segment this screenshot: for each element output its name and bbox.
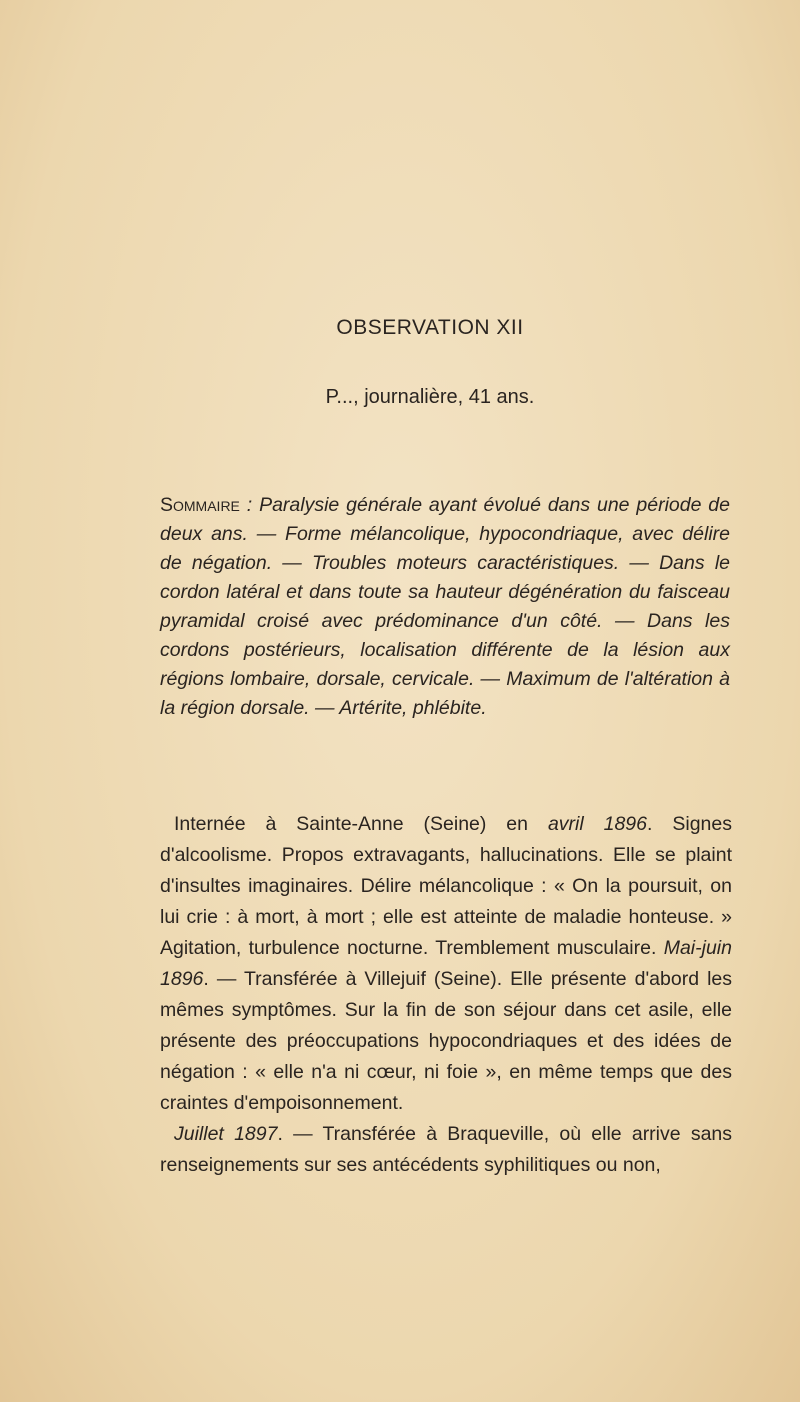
date-mai-juin-1896: Mai-juin 1896 bbox=[160, 937, 732, 990]
paragraph-2-text: . — Transférée à Braqueville, où elle arrive sans renseignements sur ses antécédents syphilitiques ou non, bbox=[160, 1123, 733, 1176]
date-april-1896: avril 1896 bbox=[547, 813, 648, 835]
patient-subject: P..., journalière, 41 ans. bbox=[325, 386, 535, 408]
summary-separator: : bbox=[239, 494, 260, 516]
paragraph-1-part-b: . Signes d'alcoolisme. Propos extravagants, hallucinations. Elle se plaint d'insultes imaginaires. Délire mélancolique : « On la poursuit, on lui crie : à mort, à mort ; elle est atteinte de maladie honteuse. » Agitation, turbulence nocturne. Tremblement musculaire. bbox=[160, 813, 732, 959]
summary-block bbox=[160, 491, 730, 723]
date-juillet-1897: Juillet 1897 bbox=[174, 1123, 278, 1145]
body-text bbox=[160, 809, 732, 1181]
summary-label: Sommaire bbox=[160, 494, 240, 516]
paragraph-1-part-a: Internée à Sainte-Anne (Seine) en bbox=[174, 813, 548, 835]
paragraph-2 bbox=[160, 1119, 732, 1181]
summary-text: Paralysie générale ayant évolué dans une période de deux ans. — Forme mélancolique, hypocondriaque, avec délire de négation. — Troubles moteurs caractéristiques. — Dans le cordon latéral et dans toute sa hauteur dégénération du faisceau pyramidal croisé avec prédominance d'un côté. — Dans les cordons postérieurs, localisation différente de la lésion aux régions lombaire, dorsale, cervicale. — Maximum de l'altération à la région dorsale. — Artérite, phlébite. bbox=[160, 494, 730, 719]
paragraph-1-part-c: . — Transférée à Villejuif (Seine). Elle présente d'abord les mêmes symptômes. Sur la fin de son séjour dans cet asile, elle présente des préoccupations hypocondriaques et des idées de négation : « elle n'a ni cœur, ni foie », en même temps que des craintes d'empoisonnement. bbox=[160, 968, 732, 1114]
paragraph-1 bbox=[160, 809, 732, 1119]
observation-title: OBSERVATION XII bbox=[336, 316, 524, 339]
